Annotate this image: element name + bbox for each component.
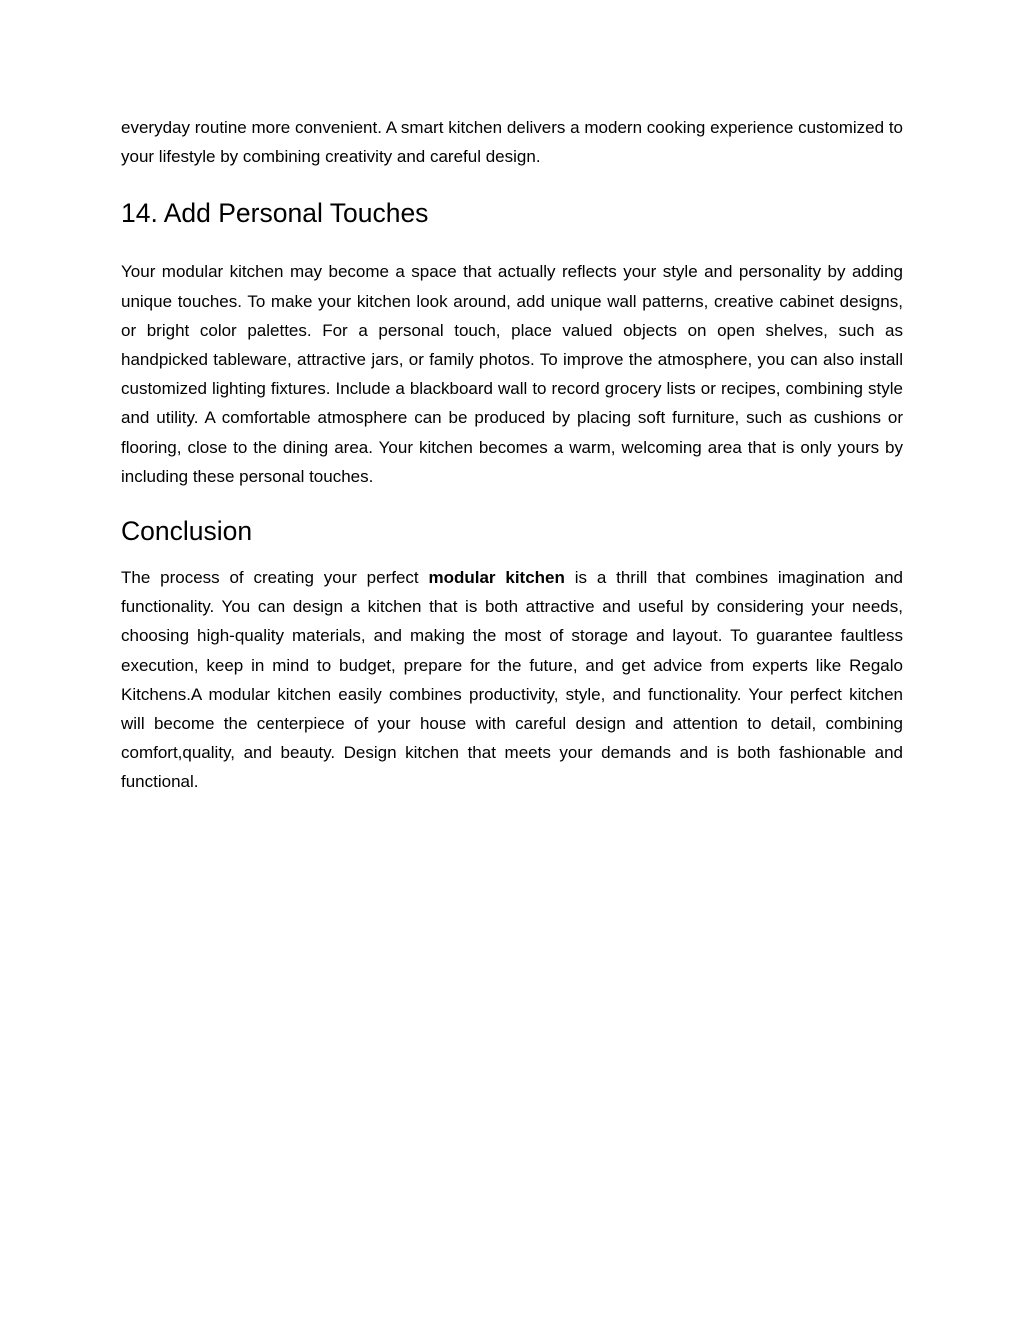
conclusion-bold-keyword: modular kitchen	[428, 568, 565, 588]
personal-touches-paragraph: Your modular kitchen may become a space that actually reflects your style and personality by adding unique touches. To make your kitchen look around, add unique wall patterns, creative cabinet designs, or bright color palettes. For a personal touch, place valued objects on open shelves, such as handpicked tableware, attractive jars, or family photos. To improve the atmosphere, you can also install customized lighting fixtures. Include a blackboard wall to record grocery lists or recipes, combining style and utility. A comfortable atmosphere can be produced by placing soft furniture, such as cushions or flooring, close to the dining area. Your kitchen becomes a warm, welcoming area that is only yours by including these personal touches.	[121, 262, 903, 486]
conclusion-heading: Conclusion	[121, 516, 253, 547]
document-page	[121, 113, 903, 797]
conclusion-paragraph	[121, 563, 903, 797]
intro-paragraph: everyday routine more convenient. A smart kitchen delivers a modern cooking experience customized to your lifestyle by combining creativity and careful design.	[121, 118, 903, 167]
section-heading-personal-touches: 14. Add Personal Touches	[121, 198, 429, 229]
conclusion-text-end: is a thrill that combines imagination and functionality. You can design a kitchen that is both attractive and useful by considering your needs, choosing high-quality materials, and making the most of storage and layout. To guarantee faultless execution, keep in mind to budget, prepare for the future, and get advice from experts like Regalo Kitchens.A modular kitchen easily combines productivity, style, and functionality. Your perfect kitchen will become the centerpiece of your house with careful design and attention to detail, combining comfort,quality, and beauty. Design kitchen that meets your demands and is both fashionable and functional.	[121, 568, 903, 792]
conclusion-text-start: The process of creating your perfect	[121, 568, 429, 588]
